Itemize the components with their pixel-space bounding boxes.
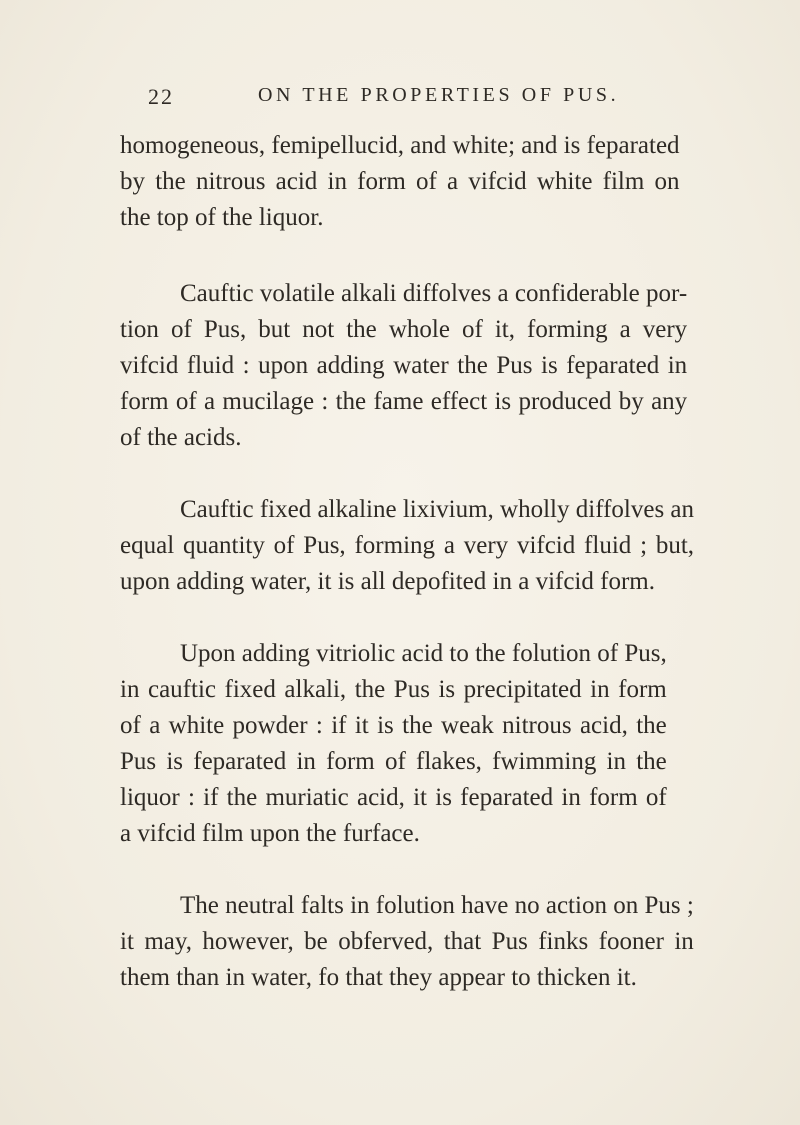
text-line: in cauftic fixed alkali, the Pus is precipitated in form <box>120 676 667 703</box>
text-line: them than in water, fo that they appear to thicken it. <box>120 964 637 991</box>
paragraph-2 <box>120 276 687 456</box>
text-line: The neutral falts in folution have no action on Pus ; <box>180 892 694 919</box>
text-line: a vifcid film upon the furface. <box>120 820 420 847</box>
page-header <box>148 84 708 120</box>
text-line: it may, however, be obferved, that Pus finks fooner in <box>120 928 694 955</box>
text-line: tion of Pus, but not the whole of it, forming a very <box>120 316 688 343</box>
text-line: Upon adding vitriolic acid to the folution of Pus, <box>180 640 667 667</box>
text-line: the top of the liquor. <box>120 204 324 231</box>
text-line: vifcid fluid : upon adding water the Pus is feparated in <box>120 352 688 379</box>
paragraph-1 <box>120 128 680 236</box>
text-line: Cauftic volatile alkali diffolves a confiderable por- <box>180 280 688 307</box>
text-line: of a white powder : if it is the weak nitrous acid, the <box>120 712 667 739</box>
running-head: ON THE PROPERTIES OF PUS. <box>258 84 620 106</box>
text-line: form of a mucilage : the fame effect is produced by any <box>120 388 688 415</box>
text-line: Pus is feparated in form of flakes, fwimming in the <box>120 748 667 775</box>
paragraph-4 <box>120 636 667 852</box>
text-line: of the acids. <box>120 424 242 451</box>
paragraph-5 <box>120 888 694 996</box>
text-line: Cauftic fixed alkaline lixivium, wholly diffolves an <box>180 496 695 523</box>
text-line: homogeneous, femipellucid, and white; and is feparated <box>120 132 680 159</box>
text-line: equal quantity of Pus, forming a very vifcid fluid ; but, <box>120 532 695 559</box>
text-line: liquor : if the muriatic acid, it is feparated in form of <box>120 784 667 811</box>
text-line: upon adding water, it is all depofited in a vifcid form. <box>120 568 655 595</box>
page-number: 22 <box>148 84 174 109</box>
paragraph-3 <box>120 492 694 600</box>
text-line: by the nitrous acid in form of a vifcid white film on <box>120 168 680 195</box>
